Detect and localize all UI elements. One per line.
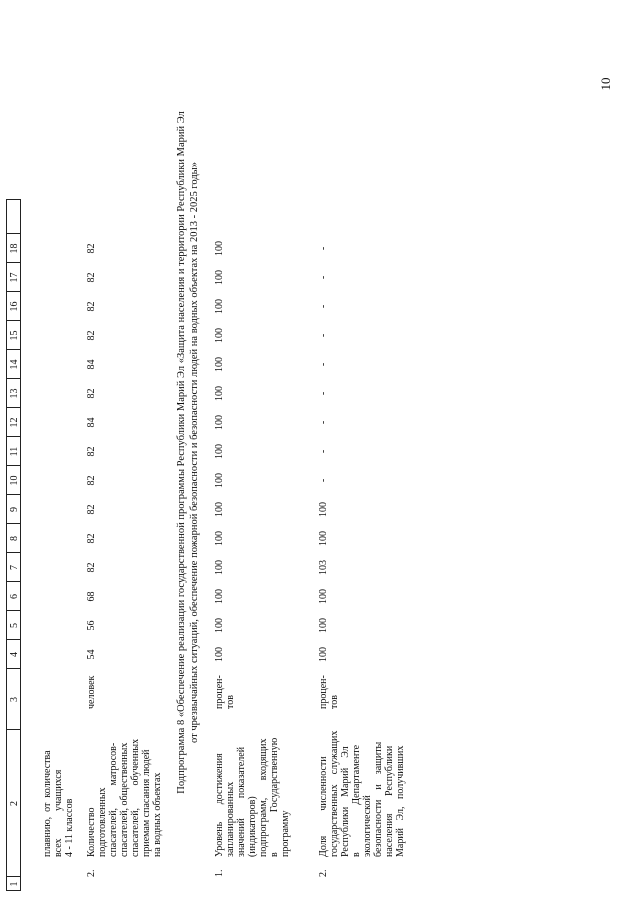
row-name-line: Количество [86,807,97,857]
value-cell: 100 [214,241,225,256]
row-number: 1. [214,869,225,877]
value-cell: 100 [214,647,225,662]
value-cell: 100 [214,618,225,633]
row-name-line: спасателей, общественных [119,742,130,857]
value-cell: 82 [86,533,97,544]
value-cell: 100 [318,589,329,604]
subprogram-title-line: от чрезвычайных ситуаций, обеспечение пожарной безопасности и безопасности людей на водных объектах на 2013 - 2025 годы» [189,162,200,743]
row-name-line: подготовленных [97,787,108,857]
row-name-line: на водных объектах [152,772,163,857]
value-cell: 100 [214,328,225,343]
header-cell: 17 [9,272,20,283]
row-name-line: приемам спасания людей [141,749,152,857]
row-name-line: экологической [362,795,373,857]
value-cell: 100 [214,502,225,517]
value-cell: 82 [86,272,97,283]
value-cell: - [318,449,329,454]
continuation-name-line: всех учащихся [53,769,64,857]
continuation-name-line: 4 - 11 классов [64,798,75,857]
value-cell: 100 [318,618,329,633]
unit-cell: тов [329,695,340,709]
value-cell: 82 [86,301,97,312]
value-cell: 54 [86,649,97,660]
page-number: 10 [598,77,613,91]
header-cell: 18 [9,243,20,254]
header-cell: 6 [9,594,20,599]
header-cell: 8 [9,536,20,541]
header-cell: 1 [9,881,20,887]
value-cell: - [318,333,329,338]
row-name-line: населения Республики [384,745,395,857]
row-name-line: Республики Марий Эл [340,746,351,857]
row-name-line: Доля численности [318,756,329,857]
value-cell: 84 [86,417,97,428]
row-name-line: в Департаменте [351,744,362,857]
value-cell: 100 [214,589,225,604]
header-cell: 15 [9,330,20,341]
header-cell: 14 [9,359,20,370]
value-cell: 100 [214,299,225,314]
value-cell: 84 [86,359,97,370]
unit-cell: человек [86,675,97,709]
value-cell: 103 [318,560,329,575]
value-cell: 82 [86,562,97,573]
unit-cell: процен- [214,675,225,709]
header-cell: 11 [9,446,20,457]
unit-cell: процен- [318,675,329,709]
row-name-line: безопасности и защиты [373,741,384,857]
header-cell: 7 [9,565,20,570]
row-name-line: государственных служащих [329,730,340,857]
column-rule [6,199,21,200]
value-cell: 100 [318,502,329,517]
value-cell: 82 [86,504,97,515]
value-cell: - [318,246,329,251]
value-cell: - [318,420,329,425]
row-name-line: Марий Эл, получивших [395,745,406,857]
header-cell: 5 [9,623,20,628]
row-name-line: Уровень достижения [214,753,225,857]
value-cell: - [318,304,329,309]
value-cell: 100 [214,415,225,430]
row-name-line: значений показателей [236,746,247,857]
row-name-line: программу [280,810,291,857]
header-cell: 13 [9,388,20,399]
value-cell: 100 [318,531,329,546]
value-cell: 100 [214,444,225,459]
row-name-line: (индикаторов) [247,796,258,857]
value-cell: 82 [86,243,97,254]
header-cell: 4 [9,652,20,657]
row-number: 2. [86,869,97,877]
value-cell: 100 [214,357,225,372]
value-cell: 68 [86,591,97,602]
value-cell: 82 [86,475,97,486]
value-cell: 100 [214,270,225,285]
header-cell: 10 [9,475,20,486]
row-name-line: запланированных [225,781,236,857]
value-cell: 100 [214,560,225,575]
value-cell: - [318,362,329,367]
value-cell: - [318,478,329,483]
value-cell: 100 [214,386,225,401]
value-cell: 100 [214,531,225,546]
unit-cell: тов [225,695,236,709]
continuation-name-line: плавнию, от количества [42,750,53,857]
value-cell: 56 [86,620,97,631]
row-name-line: подпрограмм, входящих [258,738,269,857]
value-cell: 100 [318,647,329,662]
row-number: 2. [318,869,329,877]
header-cell: 9 [9,507,20,512]
row-name-line: спасателей, обученных [130,738,141,857]
header-top-rule [6,200,7,891]
header-cell: 2 [9,801,20,806]
value-cell: - [318,275,329,280]
value-cell: 82 [86,388,97,399]
row-name-line: в Государственную [269,737,280,857]
value-cell: 100 [214,473,225,488]
row-name-line: спасателей, матросов- [108,742,119,857]
header-bottom-rule [20,200,21,891]
header-cell: 16 [9,301,20,312]
header-cell: 3 [9,697,20,702]
value-cell: 82 [86,446,97,457]
subprogram-title-line: Подпрограмма 8 «Обеспечение реализации государственной программы Республики Марий Эл «Защита населения и территории Республики Марий Эл [176,111,187,794]
value-cell: - [318,391,329,396]
value-cell: 82 [86,330,97,341]
header-cell: 12 [9,417,20,428]
